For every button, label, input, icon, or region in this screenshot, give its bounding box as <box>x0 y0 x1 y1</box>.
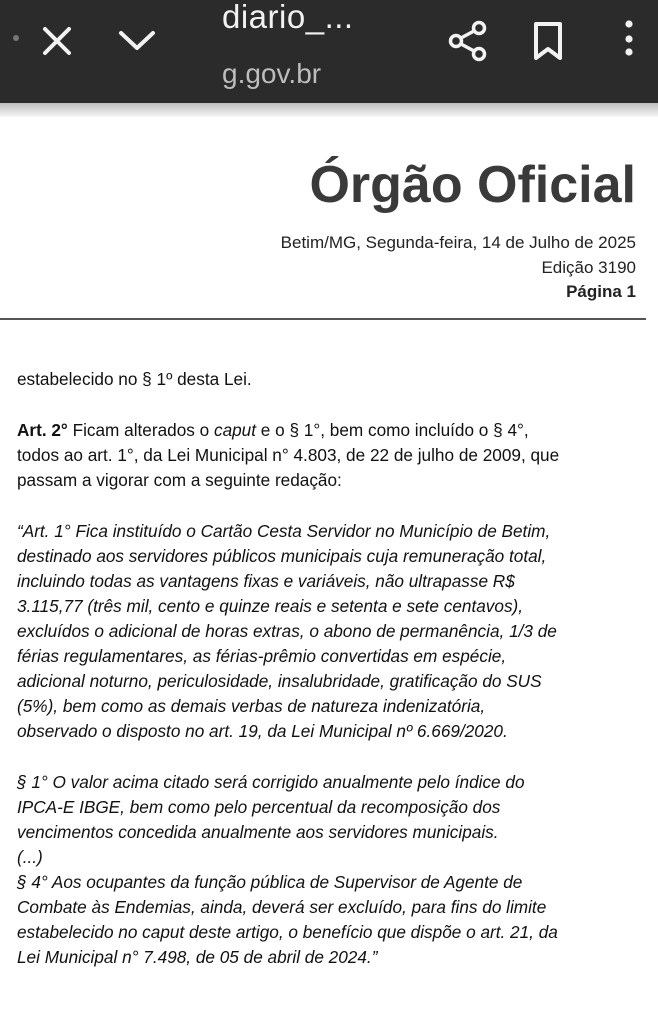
browser-toolbar <box>0 0 658 103</box>
bookmark-icon[interactable] <box>531 21 565 61</box>
art2-line-2: todos ao art. 1°, da Lei Municipal n° 4.803, de 22 de julho de 2009, que <box>17 445 560 465</box>
quote-line: incluindo todas as vantagens fixas e variáveis, não ultrapasse R$ <box>17 571 515 591</box>
paragraph-intro: estabelecido no § 1º desta Lei. <box>17 369 252 389</box>
header-divider <box>0 318 646 320</box>
share-icon[interactable] <box>446 19 490 63</box>
quote-line: adicional noturno, periculosidade, insalubridade, gratificação do SUS <box>17 671 542 691</box>
art2-line-1 <box>17 418 647 443</box>
more-options-icon[interactable] <box>617 14 641 60</box>
quote-line: vencimentos concedida anualmente aos servidores municipais. <box>17 822 499 842</box>
quote-line: § 4° Aos ocupantes da função pública de Supervisor de Agente de <box>17 872 523 892</box>
place-date: Betim/MG, Segunda-feira, 14 de Julho de 2025 <box>280 233 636 252</box>
page-title: diario_... <box>222 0 354 35</box>
art2-line-3: passam a vigorar com a seguinte redação: <box>17 470 342 490</box>
quote-line: Combate às Endemias, ainda, deverá ser excluído, para fins do limite <box>17 897 547 917</box>
caput-term: caput <box>213 420 257 440</box>
indicator-dot <box>13 35 19 41</box>
quote-line: “Art. 1° Fica instituído o Cartão Cesta Servidor no Município de Betim, <box>17 521 551 541</box>
quote-line: observado o disposto no art. 19, da Lei Municipal nº 6.669/2020. <box>17 721 508 741</box>
quote-line: 3.115,77 (três mil, cento e quinze reais e setenta e sete centavos), <box>17 596 524 616</box>
quote-line: IPCA-E IBGE, bem como pelo percentual da recomposição dos <box>17 797 501 817</box>
paragraph-art2 <box>17 418 647 493</box>
url-text[interactable]: g.gov.br <box>222 58 322 89</box>
quote-line: Lei Municipal n° 7.498, de 05 de abril de 2024.” <box>17 947 378 967</box>
quote-line: estabelecido no caput deste artigo, o benefício que dispõe o art. 21, da <box>17 922 558 942</box>
quote-line: destinado aos servidores públicos municipais cuja remuneração total, <box>17 546 547 566</box>
document-body <box>17 367 647 996</box>
ellipsis-line: (...) <box>17 847 43 867</box>
toolbar-shadow <box>0 103 658 117</box>
quote-line: (5%), bem como as demais verbas de natureza indenizatória, <box>17 696 486 716</box>
article-label: Art. 2° <box>17 420 68 440</box>
close-icon[interactable] <box>41 25 73 57</box>
quote-line: excluídos o adicional de horas extras, o abono de permanência, 1/3 de <box>17 621 557 641</box>
quote-line: férias regulamentares, as férias-prêmio convertidas em espécie, <box>17 646 507 666</box>
edition-number: Edição 3190 <box>541 258 636 277</box>
art2-text-a: Ficam alterados o <box>67 420 214 440</box>
publication-title: Órgão Oficial <box>309 156 636 214</box>
chevron-down-icon[interactable] <box>117 28 157 54</box>
quoted-paragraphs <box>17 770 647 970</box>
quoted-article-1 <box>17 519 647 744</box>
art2-text-b: e o § 1°, bem como incluído o § 4°, <box>256 420 529 440</box>
page-number: Página 1 <box>566 282 636 301</box>
quote-line: § 1° O valor acima citado será corrigido anualmente pelo índice do <box>17 772 525 792</box>
